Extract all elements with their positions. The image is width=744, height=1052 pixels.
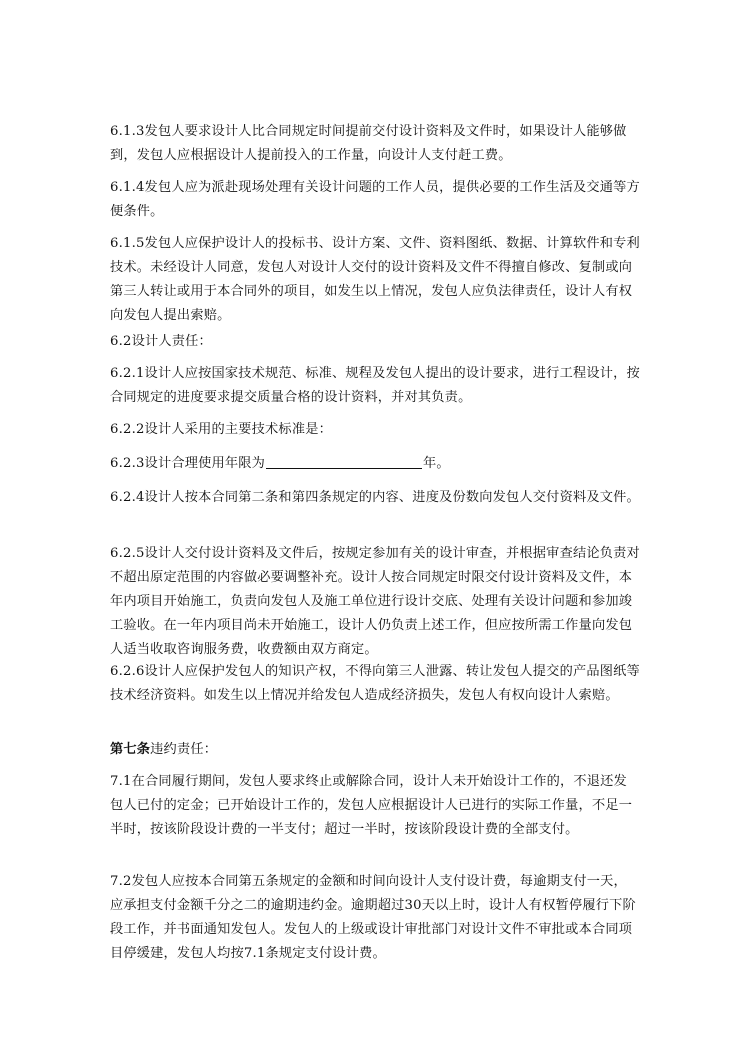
clause-6-2-2: 6.2.2设计人采用的主要技术标准是： bbox=[110, 422, 332, 437]
clause-6-1-5: 6.1.5发包人应保护设计人的投标书、设计方案、文件、资料图纸、数据、计算软件和专利技术。未经设计人同意，发包人对设计人交付的设计资料及文件不得擅自修改、复制或向第三人转让或用于本合同外的项目，如发生以上情况，发包人应负法律责任，设计人有权向发包人提出索赔。 bbox=[110, 236, 640, 323]
clause-6-1-3: 6.1.3发包人要求设计人比合同规定时间提前交付设计资料及文件时，如果设计人能够做到，发包人应根据设计人提前投入的工作量，向设计人支付赶工费。 bbox=[110, 124, 627, 163]
clause-6-2-3-prefix: 6.2.3设计合理使用年限为 bbox=[110, 456, 266, 471]
clause-6-2-6: 6.2.6设计人应保护发包人的知识产权，不得向第三人泄露、转让发包人提交的产品图纸等技术经济资料。如发生以上情况并给发包人造成经济损失，发包人有权向设计人索赔。 bbox=[110, 664, 640, 703]
clause-6-2-1: 6.2.1设计人应按国家技术规范、标准、规程及发包人提出的设计要求，进行工程设计，按合同规定的进度要求提交质量合格的设计资料，并对其负责。 bbox=[110, 366, 640, 405]
article-7-heading bbox=[110, 738, 640, 762]
years-blank-field bbox=[266, 453, 422, 469]
article-7-title: 违约责任： bbox=[150, 742, 218, 757]
clause-7-2: 7.2发包人应按本合同第五条规定的金额和时间向设计人支付设计费，每逾期支付一天，应承担支付金额千分之二的逾期违约金。逾期超过30天以上时，设计人有权暂停履行下阶段工作，并书面通知发包人。发包人的上级或设计审批部门对设计文件不审批或本合同项目停缓建，发包人均按7.1条规定支付设计费。 bbox=[110, 874, 636, 961]
clause-6-1-4: 6.1.4发包人应为派赴现场处理有关设计问题的工作人员，提供必要的工作生活及交通等方便条件。 bbox=[110, 180, 640, 219]
clause-6-2-4: 6.2.4设计人按本合同第二条和第四条规定的内容、进度及份数向发包人交付资料及文件。 bbox=[110, 490, 640, 505]
clause-6-2-3-suffix: 年。 bbox=[423, 456, 450, 471]
clause-6-2-3 bbox=[110, 452, 640, 476]
section-6-2-heading: 6.2设计人责任： bbox=[110, 334, 212, 349]
article-7-number: 第七条 bbox=[110, 742, 151, 757]
clause-7-1: 7.1在合同履行期间，发包人要求终止或解除合同，设计人未开始设计工作的，不退还发包人已付的定金；已开始设计工作的，发包人应根据设计人已进行的实际工作量，不足一半时，按该阶段设计费的一半支付；超过一半时，按该阶段设计费的全部支付。 bbox=[110, 774, 633, 837]
clause-6-2-5: 6.2.5设计人交付设计资料及文件后，按规定参加有关的设计审查，并根据审查结论负责对不超出原定范围的内容做必要调整补充。设计人按合同规定时限交付设计资料及文件，本年内项目开始施工，负责向发包人及施工单位进行设计交底、处理有关设计问题和参加竣工验收。在一年内项目尚未开始施工，设计人仍负责上述工作，但应按所需工作量向发包人适当收取咨询服务费，收费额由双方商定。 bbox=[110, 546, 640, 657]
